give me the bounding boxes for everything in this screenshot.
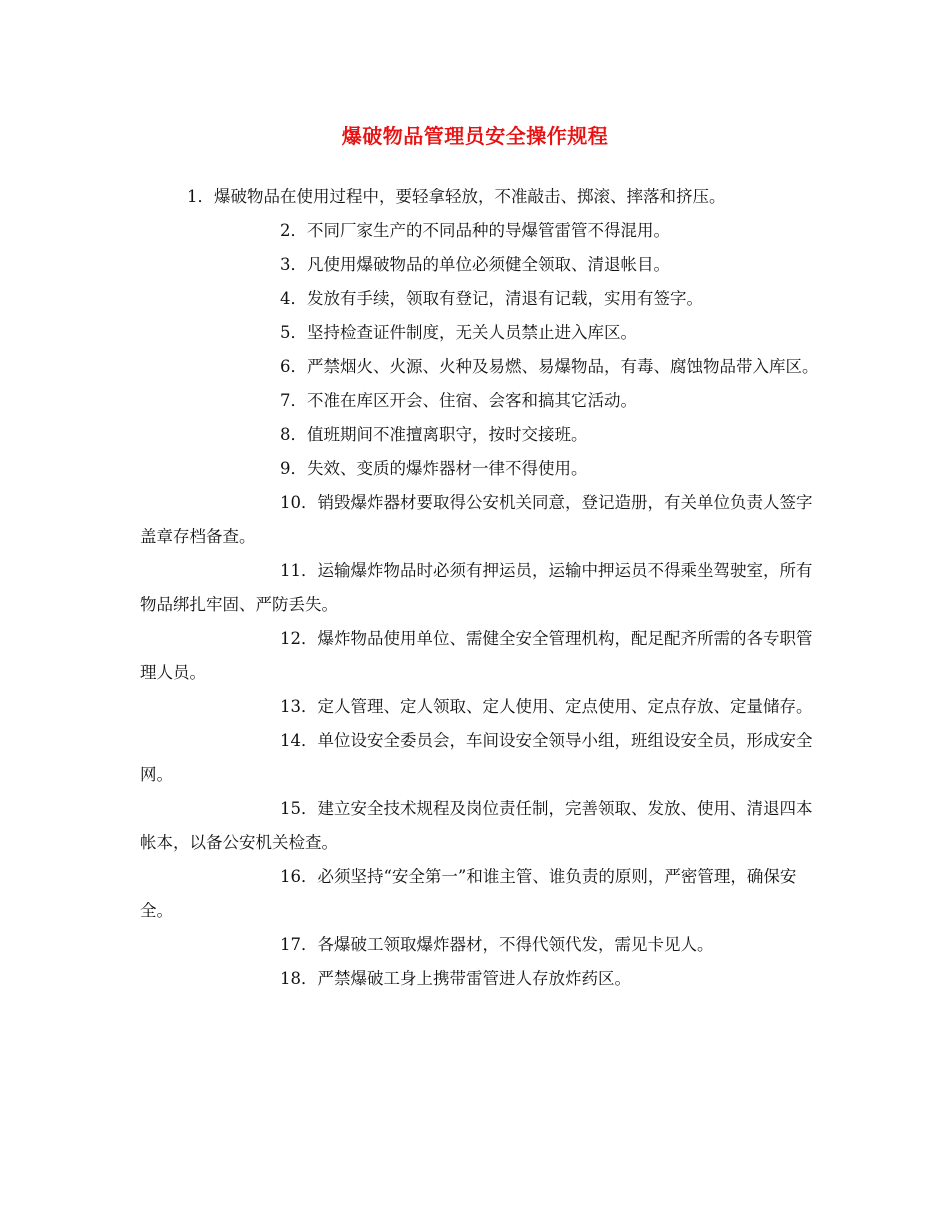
rule-item: 1．爆破物品在使用过程中，要轻拿轻放，不准敲击、掷滚、摔落和挤压。 (187, 187, 726, 206)
rule-item: 17．各爆破工领取爆炸器材，不得代领代发，需见卡见人。 (280, 935, 714, 954)
rule-item: 8．值班期间不准擅离职守，按时交接班。 (280, 425, 588, 444)
rule-item: 16．必须坚持“安全第一”和谁主管、谁负责的原则，严密管理，确保安全。 (140, 867, 797, 920)
rule-item: 11．运输爆炸物品时必须有押运员，运输中押运员不得乘坐驾驶室，所有物品绑扎牢固、严防丢失。 (140, 561, 813, 614)
rule-item: 15．建立安全技术规程及岗位责任制，完善领取、发放、使用、清退四本帐本，以备公安机关检查。 (140, 799, 813, 852)
rule-item: 18．严禁爆破工身上携带雷管进人存放炸药区。 (280, 969, 631, 988)
rule-item: 7．不准在库区开会、住宿、会客和搞其它活动。 (280, 391, 637, 410)
rule-item: 13．定人管理、定人领取、定人使用、定点使用、定点存放、定量储存。 (280, 697, 813, 716)
rule-item: 14．单位设安全委员会，车间设安全领导小组，班组设安全员，形成安全网。 (140, 731, 813, 784)
rule-item: 9．失效、变质的爆炸器材一律不得使用。 (280, 459, 588, 478)
rule-item: 3．凡使用爆破物品的单位必须健全领取、清退帐目。 (280, 255, 670, 274)
rules-list (140, 180, 820, 996)
document-title: 爆破物品管理员安全操作规程 (341, 124, 609, 148)
rule-item: 5．坚持检查证件制度，无关人员禁止进入库区。 (280, 323, 637, 342)
rule-item: 10．销毁爆炸器材要取得公安机关同意，登记造册，有关单位负责人签字盖章存档备查。 (140, 493, 813, 546)
rule-item: 12．爆炸物品使用单位、需健全安全管理机构，配足配齐所需的各专职管理人员。 (140, 629, 813, 682)
rule-item: 6．严禁烟火、火源、火种及易燃、易爆物品，有毒、腐蚀物品带入库区。 (280, 357, 819, 376)
rule-item: 4．发放有手续，领取有登记，清退有记载，实用有签字。 (280, 289, 703, 308)
rule-item: 2．不同厂家生产的不同品种的导爆管雷管不得混用。 (280, 221, 670, 240)
